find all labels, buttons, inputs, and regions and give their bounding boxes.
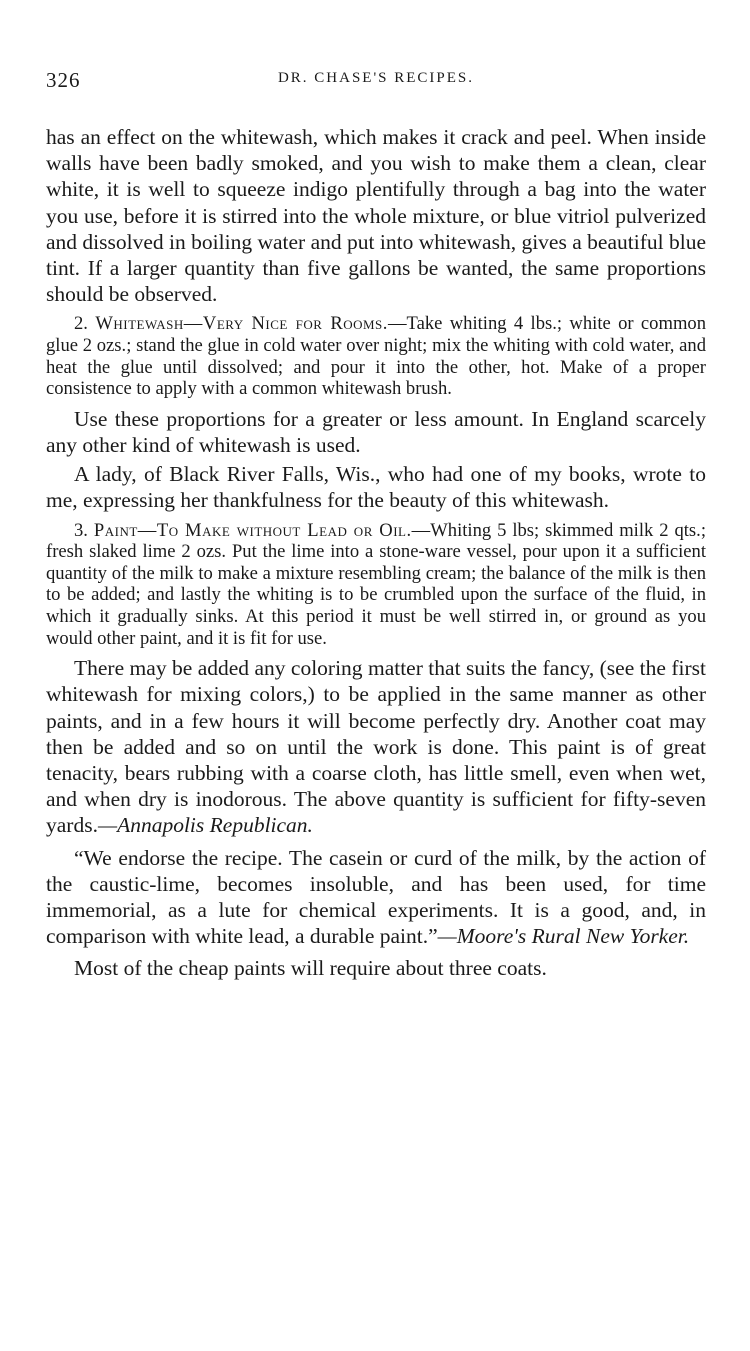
source-citation: —Moore's Rural New Yorker. xyxy=(437,924,690,949)
continued-paragraph: has an effect on the whitewash, which makes it crack and peel. When inside walls have been badly smoked, and you wish to make them a clean, clear white, it is well to squeeze indigo plentifully through a bag into the water you use, before it is stirred into the whole mixture, or blue vitriol pulverized and dissolved in boiling water and put into whitewash, gives a beautiful blue tint. If a larger quantity than five gallons be wanted, the same proportions should be observed. xyxy=(46,125,706,307)
recipe-number: 2. xyxy=(74,313,88,335)
recipe-number: 3. xyxy=(74,519,88,541)
page-number: 326 xyxy=(46,68,81,92)
quote-text: “We endorse the recipe. The casein or curd of the milk, by the action of the caustic-lime, becomes insoluble, and has been used, for time immemorial, as a lute for chemical experiments. It is a good, and, in comparison with white lead, a durable paint.” xyxy=(46,845,706,949)
paragraph-lady-testimonial: A lady, of Black River Falls, Wis., who had one of my books, wrote to me, expressing her thankfulness for the beauty of this whitewash. xyxy=(46,462,706,513)
recipe-text: —Take whiting 4 lbs.; white or common glue 2 ozs.; stand the glue in cold water over night; mix the whiting with cold water, and heat the glue until dissolved; and pour it into the other, hot. Make of a proper consistence to apply with a common whitewash brush. xyxy=(46,313,706,400)
running-title: DR. CHASE'S RECIPES. xyxy=(277,70,475,86)
paragraph-endorsement-quote xyxy=(46,845,706,950)
recipe-title: Whitewash—Very Nice for Rooms. xyxy=(95,313,388,335)
recipe-paint-without-lead xyxy=(46,520,706,650)
paragraph-text: There may be added any coloring matter that suits the fancy, (see the first whitewash for mixing colors,) to be applied in the same manner as other paints, and in a few hours it will become perfectly dry. Another coat may then be added and so on until the work is done. This paint is of great tenacity, bears rubbing with a coarse cloth, has little smell, even when wet, and when dry is inodorous. The above quantity is sufficient for fifty-seven yards. xyxy=(46,656,706,838)
page-header xyxy=(46,68,706,104)
recipe-title: Paint—To Make without Lead or Oil. xyxy=(93,519,412,541)
source-citation: —Annapolis Republican. xyxy=(97,813,313,838)
paragraph-coloring xyxy=(46,655,706,838)
book-page xyxy=(46,68,706,982)
recipe-text: —Whiting 5 lbs; skimmed milk 2 qts.; fresh slaked lime 2 ozs. Put the lime into a stone-ware vessel, pour upon it a sufficient quantity of the milk to make a mixture resembling cream; the balance of the milk is then to be added; and lastly the whiting is to be crumbled upon the surface of the fluid, in which it gradually sinks. At this period it must be well stirred in, or ground as you would other paint, and it is fit for use. xyxy=(46,519,706,649)
recipe-whitewash-rooms xyxy=(46,313,706,399)
paragraph-three-coats: Most of the cheap paints will require about three coats. xyxy=(74,956,547,981)
paragraph-proportions: Use these proportions for a greater or less amount. In England scarcely any other kind of whitewash is used. xyxy=(46,406,706,457)
